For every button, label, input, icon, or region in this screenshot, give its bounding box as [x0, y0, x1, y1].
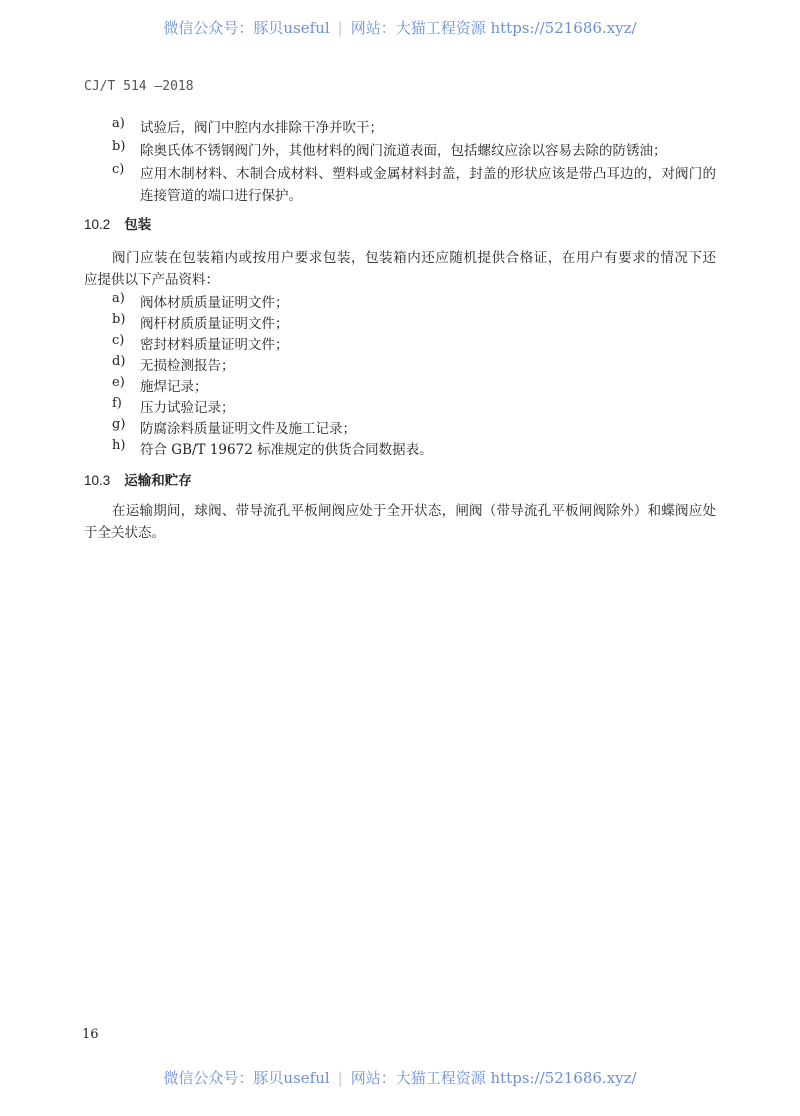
list-item: 防腐涂料质量证明文件及施工记录；	[140, 421, 356, 437]
list-item: 压力试验记录；	[140, 400, 235, 416]
watermark-right: 网站：大猫工程资源 https://521686.xyz/	[350, 19, 637, 37]
list-item: 试验后，阀门中腔内水排除干净并吹干；	[140, 120, 383, 136]
list-item: 符合 GB/T 19672 标准规定的供货合同数据表。	[140, 442, 433, 458]
list-item: 阀体材质质量证明文件；	[140, 295, 289, 311]
watermark-separator: |	[337, 1069, 343, 1087]
watermark-top	[0, 17, 800, 38]
paragraph: 阀门应装在包装箱内或按用户要求包装，包装箱内还应随机提供合格证，在用户有要求的情况下还	[112, 250, 716, 266]
list-item: 阀杆材质质量证明文件；	[140, 316, 289, 332]
list-label: f)	[112, 396, 122, 411]
list-item: 无损检测报告；	[140, 358, 235, 374]
section-heading-10-2	[84, 213, 151, 233]
section-number: 10.3	[84, 473, 111, 488]
list-item: 施焊记录；	[140, 379, 208, 395]
list-label: b)	[112, 312, 126, 327]
section-heading-10-3	[84, 469, 192, 489]
list-label: c)	[112, 333, 125, 348]
list-label: a)	[112, 116, 125, 131]
section-title: 运输和贮存	[124, 473, 192, 489]
paragraph-continuation: 应提供以下产品资料：	[84, 272, 219, 288]
watermark-bottom	[0, 1067, 800, 1088]
list-item: 应用木制材料、木制合成材料、塑料或金属材料封盖，封盖的形状应该是带凸耳边的，对阀门的	[140, 166, 716, 182]
list-label: h)	[112, 438, 126, 453]
watermark-left: 微信公众号：豚贝useful	[163, 1069, 330, 1087]
page-number: 16	[82, 1027, 99, 1042]
watermark-right: 网站：大猫工程资源 https://521686.xyz/	[350, 1069, 637, 1087]
section-title: 包装	[124, 217, 152, 233]
list-item: 密封材料质量证明文件；	[140, 337, 289, 353]
list-label: b)	[112, 139, 126, 154]
list-item: 除奥氏体不锈钢阀门外，其他材料的阀门流道表面，包括螺纹应涂以容易去除的防锈油；	[140, 143, 667, 159]
list-label: g)	[112, 417, 126, 432]
paragraph-continuation: 于全关状态。	[84, 525, 165, 541]
list-item-continuation: 连接管道的端口进行保护。	[140, 188, 302, 204]
list-label: e)	[112, 375, 125, 390]
watermark-left: 微信公众号：豚贝useful	[163, 19, 330, 37]
standard-header: CJ/T 514 —2018	[84, 79, 194, 94]
list-label: c)	[112, 162, 125, 177]
list-label: d)	[112, 354, 126, 369]
section-number: 10.2	[84, 217, 111, 232]
watermark-separator: |	[337, 19, 343, 37]
list-label: a)	[112, 291, 125, 306]
paragraph: 在运输期间，球阀、带导流孔平板闸阀应处于全开状态，闸阀（带导流孔平板闸阀除外）和蝶阀应处	[112, 503, 716, 519]
